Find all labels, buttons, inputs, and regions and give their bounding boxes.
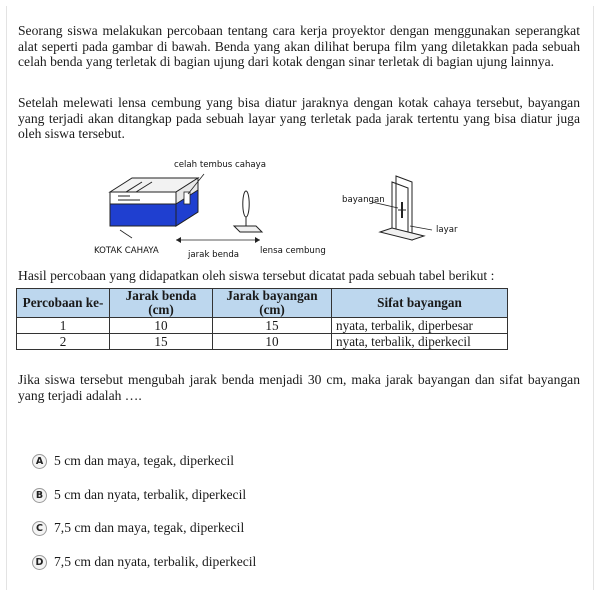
cell-object-distance: 10: [110, 318, 213, 334]
option-letter: A: [32, 454, 47, 469]
header-trial: Percobaan ke-: [17, 289, 110, 318]
table-row: [17, 318, 508, 334]
distance-arrow: [176, 237, 260, 243]
cell-image-distance: 15: [213, 318, 332, 334]
light-box: [110, 178, 198, 226]
label-box: KOTAK CAHAYA: [94, 246, 159, 256]
option-c[interactable]: [32, 520, 244, 536]
option-d[interactable]: [32, 554, 256, 570]
intro-paragraph: Seorang siswa melakukan percobaan tentang cara kerja proyektor dengan menggunakan seperangkat alat seperti pada gambar di bawah. Benda yang akan dilihat berupa film yang diletakkan pada sebuah celah benda yang terletak di bagian ujung dari kotak dengan sinar terletak di bagian ujung lainnya.: [18, 23, 580, 70]
cell-trial: 1: [17, 318, 110, 334]
option-letter: C: [32, 521, 47, 536]
cell-object-distance: 15: [110, 334, 213, 350]
cell-trial: 2: [17, 334, 110, 350]
option-letter: B: [32, 488, 47, 503]
cell-image-properties: nyata, terbalik, diperbesar: [332, 318, 508, 334]
header-image-distance: Jarak bayangan (cm): [213, 289, 332, 318]
projector-figure: [80, 160, 520, 268]
label-distance: jarak benda: [188, 250, 240, 260]
header-object-distance: Jarak benda (cm): [110, 289, 213, 318]
option-a[interactable]: [32, 453, 234, 469]
label-slit: celah tembus cahaya: [174, 160, 267, 170]
label-image: bayangan: [342, 195, 385, 205]
header-image-properties: Sifat bayangan: [332, 289, 508, 318]
label-screen: layar: [436, 225, 458, 235]
results-table: [16, 288, 508, 350]
question-prompt: Jika siswa tersebut mengubah jarak benda menjadi 30 cm, maka jarak bayangan dan sifat bayangan yang terjadi adalah ….: [18, 372, 580, 403]
result-intro: Hasil percobaan yang didapatkan oleh siswa tersebut dicatat pada sebuah tabel berikut :: [18, 268, 495, 283]
cell-image-properties: nyata, terbalik, diperkecil: [332, 334, 508, 350]
option-b[interactable]: [32, 487, 246, 503]
option-text: 7,5 cm dan maya, tegak, diperkecil: [54, 520, 245, 535]
second-paragraph: Setelah melewati lensa cembung yang bisa diatur jaraknya dengan kotak cahaya tersebut, bayangan yang terjadi akan ditangkap pada sebuah layar yang terletak pada jarak tertentu yang bisa diatur juga oleh siswa tersebut.: [18, 95, 580, 142]
table-row: [17, 334, 508, 350]
screen-pointer: [410, 226, 432, 230]
option-text: 5 cm dan nyata, terbalik, diperkecil: [54, 487, 247, 502]
table-header-row: [17, 289, 508, 318]
option-text: 7,5 cm dan nyata, terbalik, diperkecil: [54, 554, 257, 569]
label-lens: lensa cembung: [260, 246, 326, 256]
option-text: 5 cm dan maya, tegak, diperkecil: [54, 453, 235, 468]
option-letter: D: [32, 555, 47, 570]
convex-lens: [234, 191, 262, 232]
cell-image-distance: 10: [213, 334, 332, 350]
screen: [380, 176, 424, 240]
box-pointer: [120, 230, 132, 238]
